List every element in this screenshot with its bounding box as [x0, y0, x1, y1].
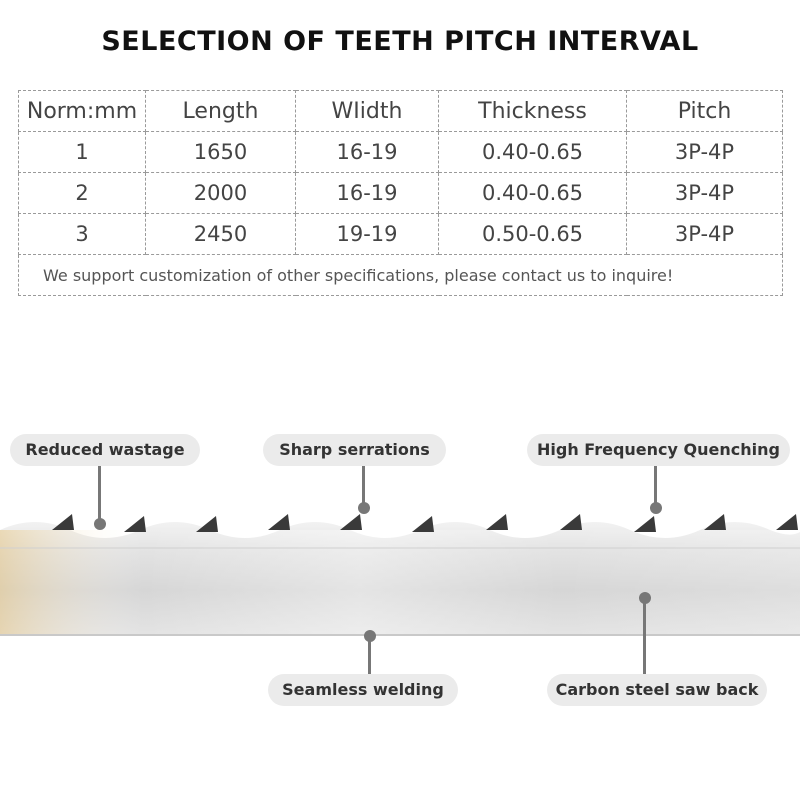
table-row — [19, 173, 783, 214]
connector-line — [643, 598, 646, 676]
cell-length: 2000 — [146, 173, 296, 214]
tooth-mark — [340, 514, 362, 530]
customization-note: We support customization of other specifications, please contact us to inquire! — [19, 255, 783, 296]
connector-line — [98, 466, 101, 522]
cell-norm: 3 — [19, 214, 146, 255]
cell-pitch: 3P-4P — [627, 214, 783, 255]
header-pitch: Pitch — [627, 91, 783, 132]
tooth-mark — [412, 516, 434, 532]
table-row — [19, 214, 783, 255]
tooth-mark — [196, 516, 218, 532]
table-row — [19, 132, 783, 173]
cell-length: 2450 — [146, 214, 296, 255]
connector-dot — [650, 502, 662, 514]
tooth-mark — [124, 516, 146, 532]
tooth-mark — [486, 514, 508, 530]
cell-pitch: 3P-4P — [627, 173, 783, 214]
tooth-mark — [560, 514, 582, 530]
label-seamless-welding: Seamless welding — [268, 674, 458, 706]
cell-length: 1650 — [146, 132, 296, 173]
page-title: SELECTION OF TEETH PITCH INTERVAL — [101, 26, 699, 57]
cell-width: 19-19 — [296, 214, 439, 255]
cell-thickness: 0.50-0.65 — [439, 214, 627, 255]
label-carbon-steel-saw-back: Carbon steel saw back — [547, 674, 767, 706]
saw-blade-image — [0, 508, 800, 638]
cell-pitch: 3P-4P — [627, 132, 783, 173]
tooth-mark — [52, 514, 74, 530]
connector-line — [362, 466, 365, 506]
header-norm: Norm:mm — [19, 91, 146, 132]
spec-table — [18, 90, 783, 296]
cell-norm: 2 — [19, 173, 146, 214]
cell-width: 16-19 — [296, 173, 439, 214]
label-high-frequency-quenching: High Frequency Quenching — [527, 434, 790, 466]
table-header-row — [19, 91, 783, 132]
cell-thickness: 0.40-0.65 — [439, 132, 627, 173]
tooth-mark — [776, 514, 798, 530]
connector-dot — [94, 518, 106, 530]
cell-width: 16-19 — [296, 132, 439, 173]
connector-dot — [358, 502, 370, 514]
connector-line — [368, 636, 371, 676]
label-reduced-wastage: Reduced wastage — [10, 434, 200, 466]
cell-thickness: 0.40-0.65 — [439, 173, 627, 214]
table-note-row — [19, 255, 783, 296]
cell-norm: 1 — [19, 132, 146, 173]
header-length: Length — [146, 91, 296, 132]
connector-line — [654, 466, 657, 506]
header-width: WIidth — [296, 91, 439, 132]
label-sharp-serrations: Sharp serrations — [263, 434, 446, 466]
tooth-mark — [268, 514, 290, 530]
tooth-mark — [704, 514, 726, 530]
tooth-mark — [634, 516, 656, 532]
header-thickness: Thickness — [439, 91, 627, 132]
